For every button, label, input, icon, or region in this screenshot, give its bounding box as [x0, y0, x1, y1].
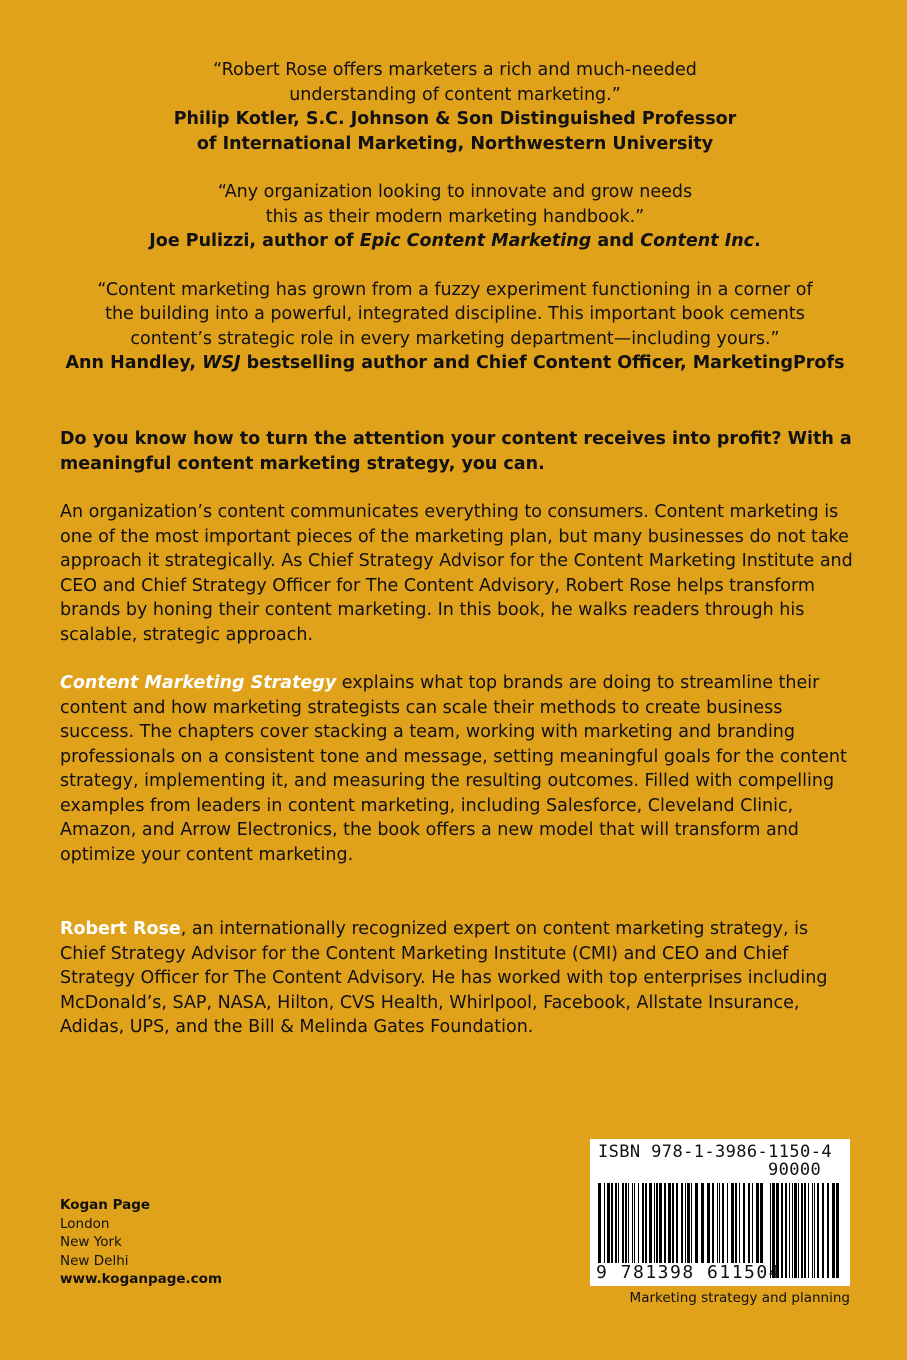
barcode-bar — [685, 1183, 686, 1263]
barcode-bar — [739, 1183, 740, 1263]
barcode-bar — [656, 1183, 658, 1263]
description-paragraph: Content Marketing Strategy explains what top brands are doing to streamline their content and how marketing strategists can scale their methods to create business success. The chapters cover stacking a team, working with marketing and branding professionals on a consistent tone and message, setting meaningful goals for the content strategy, implementing it, and measuring the resulting outcomes. Filled with compelling examples from leaders in content marketing, including Salesforce, Cleveland Clinic, Amazon, and Arrow Electronics, the book offers a new model that will transform and optimize your content marketing. — [60, 673, 847, 865]
publisher-city: London — [60, 1215, 110, 1232]
barcode-bar — [781, 1183, 783, 1278]
book-title: Epic Content Marketing — [359, 231, 592, 251]
barcode-bar — [659, 1183, 662, 1263]
publisher-url: www.koganpage.com — [60, 1271, 223, 1287]
ean-digits: 9 781398 611504 — [596, 1262, 782, 1283]
barcode-bar — [785, 1183, 787, 1278]
barcode-bar — [672, 1183, 674, 1263]
barcode-bar — [681, 1183, 683, 1263]
publisher-block — [60, 1196, 222, 1289]
barcode-bar — [817, 1183, 819, 1278]
author-bio: Robert Rose, an internationally recognized expert on content marketing strategy, is Chief Strategy Advisor for the Content Marketing Institute (CMI) and CEO and Chief Strategy Officer for The Content Advisory. He has worked with top enterprises including McDonald’s, SAP, NASA, Hilton, CVS Health, Whirlpool, Facebook, Allstate Insurance, Adidas, UPS, and the Bill & Melinda Gates Foundation. — [60, 919, 828, 1037]
book-title: Content Marketing Strategy — [60, 673, 337, 693]
barcode-bar — [701, 1183, 704, 1263]
barcode-bar — [615, 1183, 617, 1263]
barcode-bar — [798, 1183, 799, 1278]
barcode-bar — [668, 1183, 671, 1263]
quote-pulizzi — [60, 180, 850, 254]
isbn-text: ISBN 978-1-3986-1150-4 — [598, 1142, 832, 1162]
barcode-bar — [618, 1183, 619, 1263]
quote-attribution: of International Marketing, Northwestern University — [196, 133, 714, 154]
barcode-bar — [727, 1183, 728, 1263]
barcode-bar — [743, 1183, 745, 1263]
barcode-bar — [707, 1183, 710, 1263]
quote-kotler — [60, 58, 850, 156]
isbn-barcode — [590, 1139, 850, 1286]
lead-question: Do you know how to turn the attention your content receives into profit? With a meaningful content marketing strategy, you can. — [60, 429, 852, 474]
barcode-bar — [628, 1183, 629, 1263]
barcode-bar — [611, 1183, 613, 1263]
quote-text: “Robert Rose offers marketers a rich and much-needed — [213, 60, 697, 80]
publisher-city: New York — [60, 1234, 122, 1250]
barcode-bar — [649, 1183, 652, 1263]
quote-attribution: Philip Kotler, S.C. Johnson & Son Distinguished Professor — [173, 109, 737, 129]
barcode-bar — [687, 1183, 690, 1263]
barcode-bar — [645, 1183, 647, 1263]
description-paragraph: An organization’s content communicates everything to consumers. Content marketing is one of the most important pieces of the marketing plan, but many businesses do not take approach it strategically. As Chief Strategy Advisor for the Content Marketing Institute and CEO and Chief Strategy Officer for The Content Advisory, Robert Rose helps transform brands by honing their content marketing. In this book, he walks readers through his scalable, strategic approach. — [60, 502, 853, 645]
publisher-name: Kogan Page — [60, 1197, 151, 1213]
barcode-bar — [625, 1183, 627, 1263]
barcode-bar — [812, 1183, 813, 1278]
barcode-bar — [832, 1183, 835, 1278]
barcode-bar — [712, 1183, 714, 1263]
barcode-bar — [794, 1183, 797, 1278]
book-title: Content Inc — [640, 231, 755, 251]
quote-attribution: Joe Pulizzi, author of Epic Content Marketing and Content Inc. — [149, 231, 761, 251]
barcode-bar — [722, 1183, 724, 1263]
barcode-bar — [642, 1183, 644, 1263]
barcode-bar — [822, 1183, 824, 1278]
barcode-bar — [752, 1183, 753, 1263]
barcode-bar — [748, 1183, 750, 1263]
barcode-bar — [598, 1183, 601, 1263]
barcode-bar — [719, 1183, 720, 1263]
barcode-bar — [691, 1183, 692, 1263]
quote-text: understanding of content marketing.” — [289, 84, 621, 105]
barcode-bars-icon — [598, 1183, 763, 1263]
author-name: Robert Rose — [60, 919, 181, 939]
barcode-bar — [634, 1183, 635, 1263]
barcode-bar — [638, 1183, 639, 1263]
quote-text: “Any organization looking to innovate and grow needs — [217, 182, 693, 202]
price-addon-text: 90000 — [768, 1160, 822, 1180]
barcode-bar — [760, 1183, 763, 1263]
barcode-bar — [756, 1183, 759, 1263]
subject-category: Marketing strategy and planning — [629, 1290, 850, 1306]
barcode-bar — [836, 1183, 839, 1278]
barcode-bar — [622, 1183, 624, 1263]
barcode-bar — [814, 1183, 815, 1278]
barcode-bar — [607, 1183, 610, 1263]
endorsements — [60, 58, 850, 400]
barcode-bar — [731, 1183, 734, 1263]
quote-attribution: Ann Handley, WSJ bestselling author and Chief Content Officer, MarketingProfs — [65, 353, 845, 373]
barcode-bar — [804, 1183, 806, 1278]
barcode-bar — [632, 1183, 633, 1263]
barcode-bar — [654, 1183, 655, 1263]
barcode-bar — [676, 1183, 678, 1263]
publisher-city: New Delhi — [60, 1252, 129, 1269]
barcode-bar — [827, 1183, 829, 1278]
quote-text: “Content marketing has grown from a fuzzy experiment functioning in a corner of — [97, 279, 813, 300]
barcode-bar — [717, 1183, 718, 1263]
barcode-bar — [664, 1183, 666, 1263]
barcode-bar — [792, 1183, 793, 1278]
quote-text: the building into a powerful, integrated discipline. This important book cements — [105, 304, 805, 324]
barcode-bar — [695, 1183, 698, 1263]
barcode-bar — [789, 1183, 790, 1278]
barcode-bar — [604, 1183, 605, 1263]
quote-text: content’s strategic role in every marketing department—including yours.” — [130, 328, 780, 349]
barcode-bar — [801, 1183, 803, 1278]
barcode-bar — [735, 1183, 737, 1263]
quote-handley — [60, 278, 850, 376]
book-description — [60, 427, 855, 1064]
quote-text: this as their modern marketing handbook.” — [265, 206, 645, 227]
publication-name: WSJ — [202, 353, 241, 373]
barcode-bar — [808, 1183, 809, 1278]
